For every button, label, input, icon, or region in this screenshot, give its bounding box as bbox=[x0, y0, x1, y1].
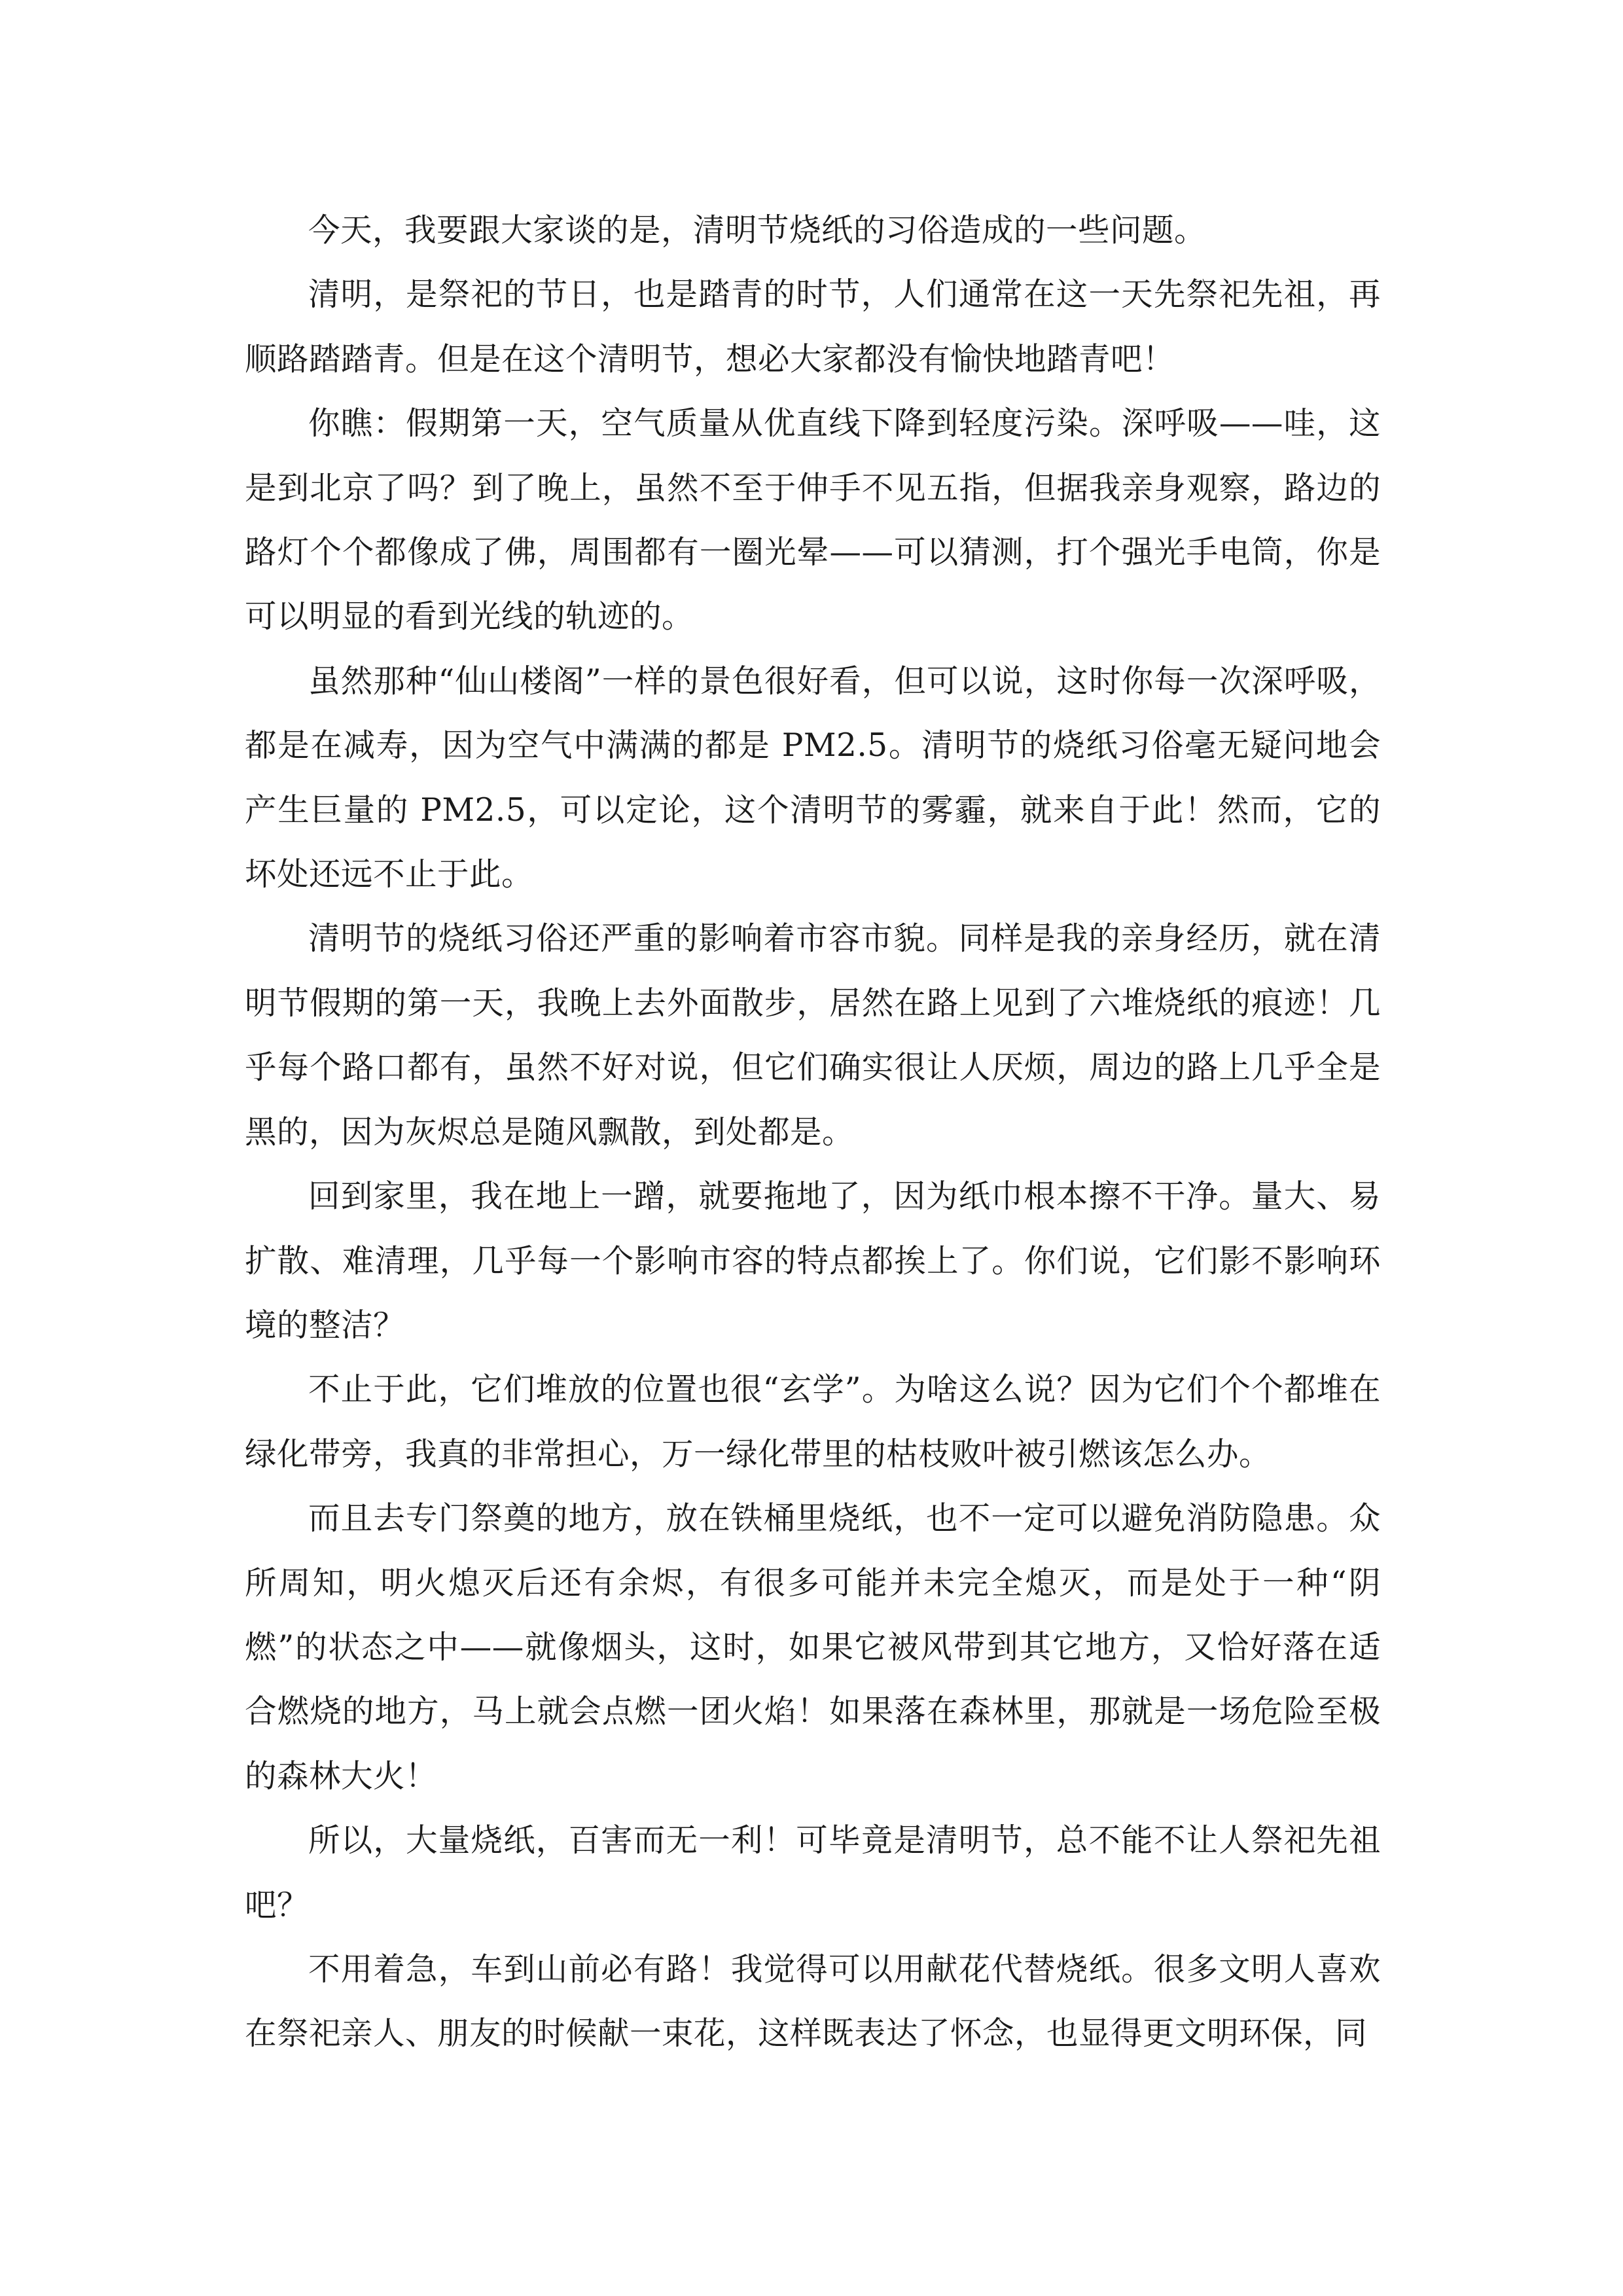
paragraph-8: 而且去专门祭奠的地方，放在铁桶里烧纸，也不一定可以避免消防隐患。众所周知，明火熄灭后还有余烬，有很多可能并未完全熄灭，而是处于一种“阴燃”的状态之中——就像烟头，这时，如果它被风带到其它地方，又恰好落在适合燃烧的地方，马上就会点燃一团火焰！如果落在森林里，那就是一场危险至极的森林大火！ bbox=[245, 1500, 1381, 1795]
paragraph-6: 回到家里，我在地上一蹭，就要拖地了，因为纸巾根本擦不干净。量大、易扩散、难清理，几乎每一个影响市容的特点都挨上了。你们说，它们影不影响环境的整洁？ bbox=[245, 1178, 1381, 1344]
document-body bbox=[245, 198, 1381, 2066]
paragraph-9: 所以，大量烧纸，百害而无一利！可毕竟是清明节，总不能不让人祭祀先祖吧？ bbox=[245, 1822, 1381, 1924]
paragraph-1: 今天，我要跟大家谈的是，清明节烧纸的习俗造成的一些问题。 bbox=[308, 212, 1207, 249]
paragraph-2: 清明，是祭祀的节日，也是踏青的时节，人们通常在这一天先祭祀先祖，再顺路踏踏青。但是在这个清明节，想必大家都没有愉快地踏青吧！ bbox=[245, 276, 1381, 378]
paragraph-10: 不用着急，车到山前必有路！我觉得可以用献花代替烧纸。很多文明人喜欢在祭祀亲人、朋友的时候献一束花，这样既表达了怀念，也显得更文明环保，同 bbox=[245, 1950, 1381, 2053]
paragraph-4: 虽然那种“仙山楼阁”一样的景色很好看，但可以说，这时你每一次深呼吸，都是在减寿，因为空气中满满的都是 PM2.5。清明节的烧纸习俗毫无疑问地会产生巨量的 PM2.5，可以定论，这个清明节的雾霾，就来自于此！然而，它的坏处还远不止于此。 bbox=[245, 662, 1381, 893]
paragraph-7: 不止于此，它们堆放的位置也很“玄学”。为啥这么说？因为它们个个都堆在绿化带旁，我真的非常担心，万一绿化带里的枯枝败叶被引燃该怎么办。 bbox=[245, 1371, 1381, 1473]
paragraph-5: 清明节的烧纸习俗还严重的影响着市容市貌。同样是我的亲身经历，就在清明节假期的第一天，我晚上去外面散步，居然在路上见到了六堆烧纸的痕迹！几乎每个路口都有，虽然不好对说，但它们确实很让人厌烦，周边的路上几乎全是黑的，因为灰烬总是随风飘散，到处都是。 bbox=[245, 920, 1381, 1151]
paragraph-3: 你瞧：假期第一天，空气质量从优直线下降到轻度污染。深呼吸——哇，这是到北京了吗？到了晚上，虽然不至于伸手不见五指，但据我亲身观察，路边的路灯个个都像成了佛，周围都有一圈光晕——可以猜测，打个强光手电筒，你是可以明显的看到光线的轨迹的。 bbox=[245, 405, 1381, 636]
